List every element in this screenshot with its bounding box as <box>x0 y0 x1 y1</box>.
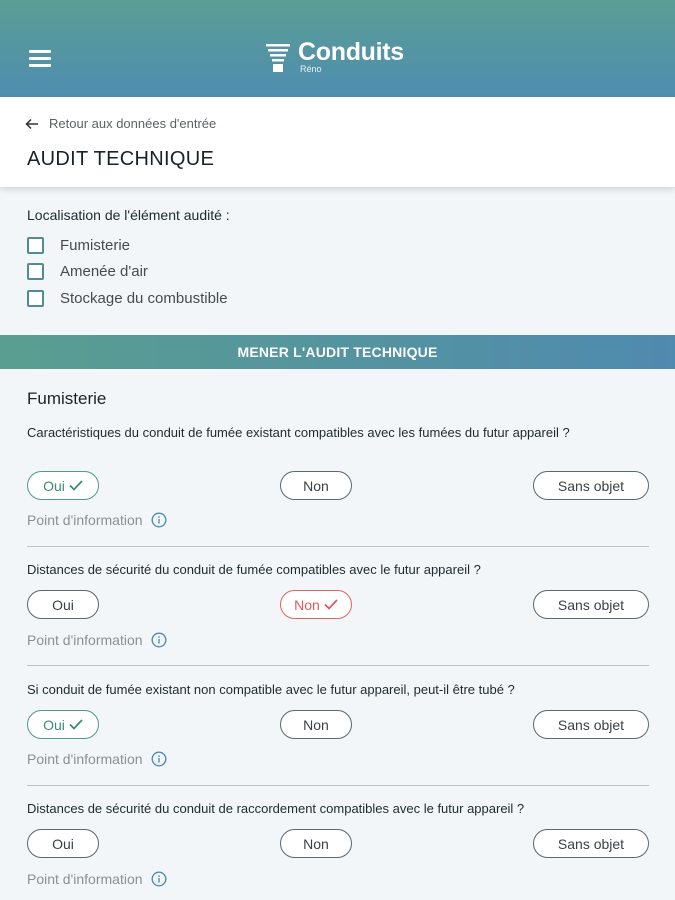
question-text: Si conduit de fumée existant non compatible avec le futur appareil, peut-il être tubé ? <box>27 682 515 697</box>
arrow-left-icon <box>25 118 39 130</box>
answer-na-button[interactable] <box>533 590 649 619</box>
answer-no-button[interactable] <box>280 710 352 739</box>
app-logo <box>264 40 424 76</box>
checkmark-icon <box>69 480 83 491</box>
logo-title: Conduits <box>298 38 404 66</box>
info-point-link[interactable] <box>27 632 167 648</box>
answer-label: Non <box>303 477 329 494</box>
checkbox[interactable] <box>27 237 44 254</box>
audit-banner <box>0 335 675 369</box>
answer-na-button[interactable] <box>533 710 649 739</box>
checkmark-icon <box>69 719 83 730</box>
answer-yes-button[interactable] <box>27 710 99 739</box>
answer-label: Oui <box>52 596 74 613</box>
divider <box>27 785 649 786</box>
answer-yes-button[interactable] <box>27 829 99 858</box>
answer-label: Sans objet <box>557 835 625 852</box>
answer-label: Oui <box>43 477 65 494</box>
question-text: Caractéristiques du conduit de fumée existant compatibles avec les fumées du futur appareil ? <box>27 425 570 440</box>
divider <box>27 665 649 666</box>
answer-label: Non <box>303 835 329 852</box>
localisation-option-fumisterie[interactable] <box>27 237 130 254</box>
answer-no-button[interactable] <box>280 590 352 619</box>
info-point-link[interactable] <box>27 871 167 887</box>
checkbox[interactable] <box>27 263 44 280</box>
checkbox[interactable] <box>27 290 44 307</box>
answer-na-button[interactable] <box>533 471 649 500</box>
answer-no-button[interactable] <box>280 471 352 500</box>
answer-yes-button[interactable] <box>27 590 99 619</box>
info-point-label: Point d'information <box>27 751 143 767</box>
logo-subtitle: Réno <box>300 64 322 74</box>
answer-label: Sans objet <box>557 596 625 613</box>
localisation-option-label: Fumisterie <box>60 237 131 254</box>
divider <box>27 546 649 547</box>
info-icon <box>151 512 167 528</box>
logo-funnel-icon <box>264 42 292 74</box>
answer-na-button[interactable] <box>533 829 649 858</box>
answer-label: Oui <box>43 716 65 733</box>
info-icon <box>151 751 167 767</box>
localisation-label: Localisation de l'élément audité : <box>27 207 230 223</box>
localisation-option-amenee-air[interactable] <box>27 263 148 280</box>
question-text: Distances de sécurité du conduit de raccordement compatibles avec le futur appareil ? <box>27 801 525 816</box>
info-point-label: Point d'information <box>27 632 143 648</box>
answer-label: Non <box>294 596 320 613</box>
back-link[interactable] <box>25 116 216 131</box>
answer-label: Non <box>303 716 329 733</box>
question-text: Distances de sécurité du conduit de fumée compatibles avec le futur appareil ? <box>27 562 481 577</box>
localisation-option-label: Amenée d'air <box>60 263 148 280</box>
info-point-link[interactable] <box>27 751 167 767</box>
info-point-label: Point d'information <box>27 871 143 887</box>
info-icon <box>151 632 167 648</box>
localisation-option-stockage[interactable] <box>27 290 228 307</box>
answer-yes-button[interactable] <box>27 471 99 500</box>
info-icon <box>151 871 167 887</box>
app-header <box>0 0 675 97</box>
page-title: AUDIT TECHNIQUE <box>27 148 215 170</box>
audit-banner-label: MENER L'AUDIT TECHNIQUE <box>237 344 438 360</box>
checkmark-icon <box>324 599 338 610</box>
info-point-link[interactable] <box>27 512 167 528</box>
back-link-label: Retour aux données d'entrée <box>49 116 217 131</box>
menu-icon[interactable] <box>29 50 51 66</box>
section-title: Fumisterie <box>27 389 107 408</box>
info-point-label: Point d'information <box>27 512 143 528</box>
answer-label: Sans objet <box>557 477 625 494</box>
page-header-card <box>0 97 675 187</box>
answer-label: Sans objet <box>557 716 625 733</box>
localisation-option-label: Stockage du combustible <box>60 290 228 307</box>
answer-label: Oui <box>52 835 74 852</box>
answer-no-button[interactable] <box>280 829 352 858</box>
